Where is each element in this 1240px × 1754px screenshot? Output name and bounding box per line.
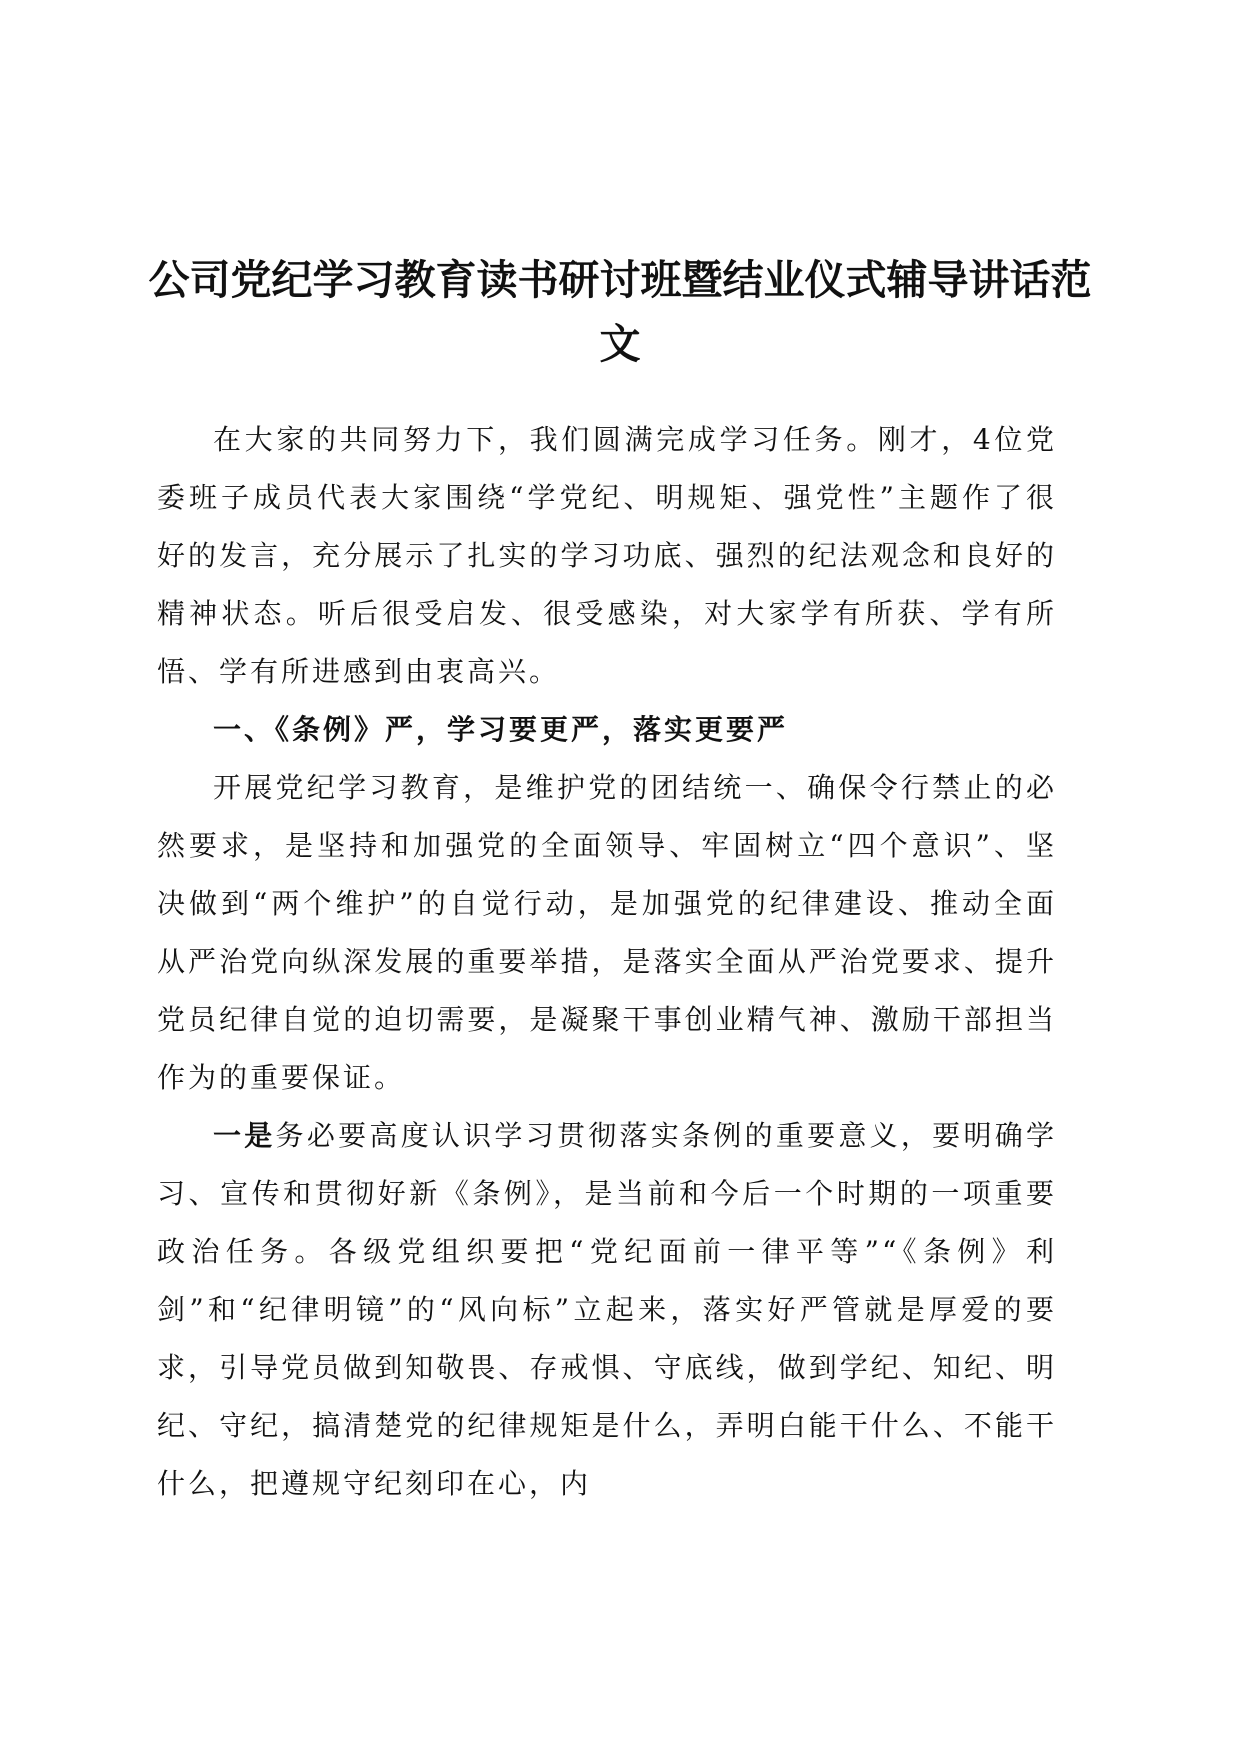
document-body [157, 411, 1057, 1513]
section-heading-1: 一、《条例》严，学习要更严，落实更要严 [213, 713, 789, 746]
point-text: 务必要高度认识学习贯彻落实条例的重要意义，要明确学习、宣传和贯彻好新《条例》，是当前和今后一个时期的一项重要政治任务。各级党组织要把“党纪面前一律平等”“《条例》利剑”和“纪律明镜”的“风向标”立起来，落实好严管就是厚爱的要求，引导党员做到知敬畏、存戒惧、守底线，做到学纪、知纪、明纪、守纪，搞清楚党的纪律规矩是什么，弄明白能干什么、不能干什么，把遵规守纪刻印在心，内 [157, 1119, 1057, 1500]
document-title: 公司党纪学习教育读书研讨班暨结业仪式辅导讲话范文 [148, 256, 1092, 368]
body-paragraph: 开展党纪学习教育，是维护党的团结统一、确保令行禁止的必然要求，是坚持和加强党的全面领导、牢固树立“四个意识”、坚决做到“两个维护”的自觉行动，是加强党的纪律建设、推动全面从严治党向纵深发展的重要举措，是落实全面从严治党要求、提升党员纪律自觉的迫切需要，是凝聚干事创业精气神、激励干部担当作为的重要保证。 [157, 771, 1057, 1094]
intro-paragraph: 在大家的共同努力下，我们圆满完成学习任务。刚才，4位党委班子成员代表大家围绕“学党纪、明规矩、强党性”主题作了很好的发言，充分展示了扎实的学习功底、强烈的纪法观念和良好的精神状态。听后很受启发、很受感染，对大家学有所获、学有所悟、学有所进感到由衷高兴。 [157, 423, 1057, 688]
point-lead-label: 一是 [213, 1119, 276, 1152]
point-paragraph-1 [157, 1107, 1057, 1513]
